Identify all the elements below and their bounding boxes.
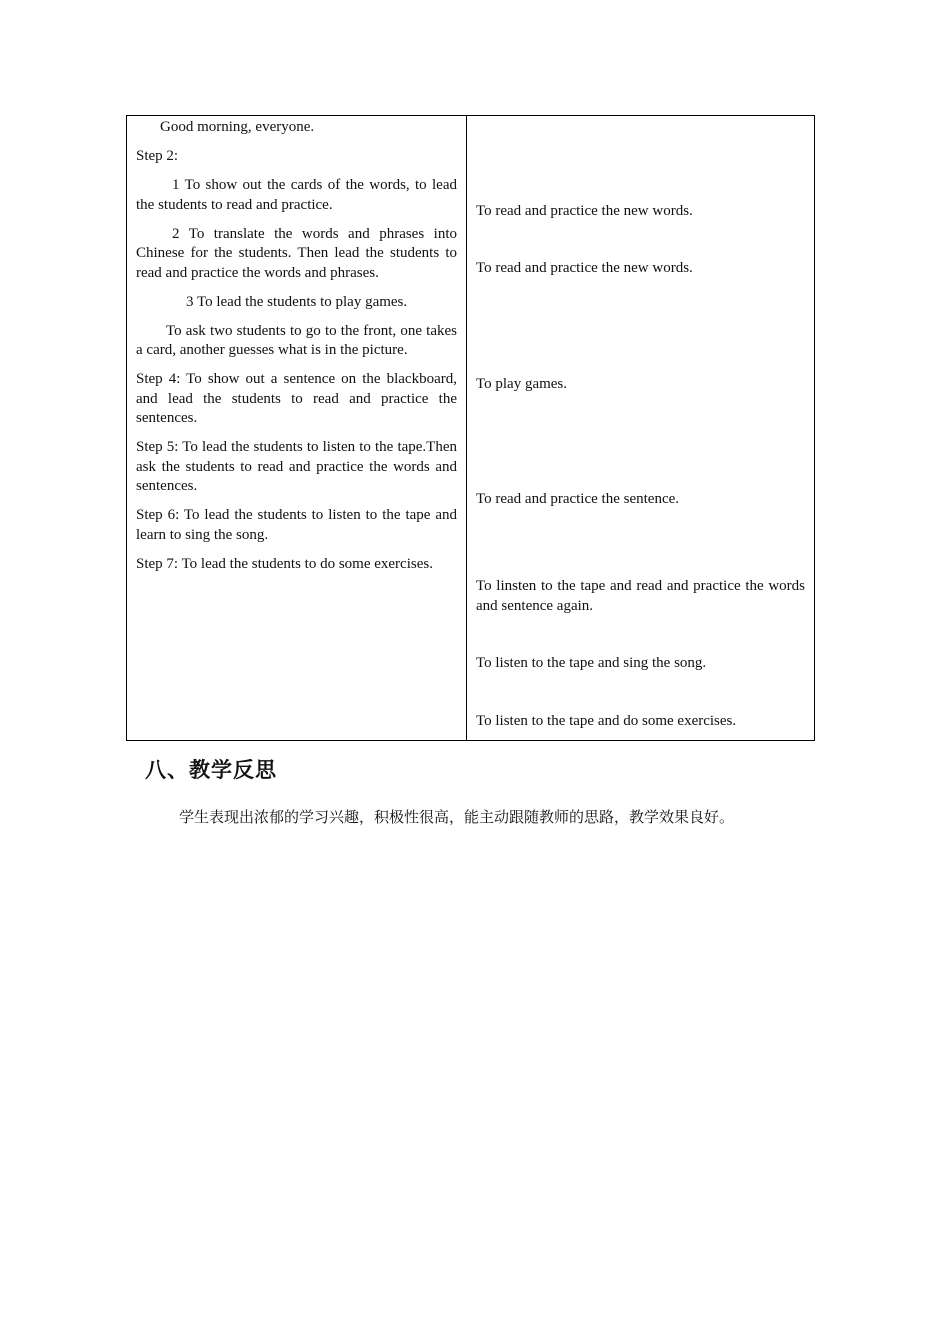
section-heading: 八、教学反思 [145,758,277,782]
student-activity-2: To read and practice the new words. [476,260,693,276]
step-2-label: Step 2: [136,148,179,164]
step-7-text: Step 7: To lead the students to do some exercises. [136,555,433,572]
step-2-item-3: 3 To lead the students to play games. [186,293,408,310]
lesson-steps-table [126,115,815,741]
step-2-item-1: 1 To show out the cards of the words, to lead the students to read and practice. [136,177,457,213]
teacher-activities-column [127,116,467,740]
step-6-text: Step 6: To lead the students to listen to the tape and learn to sing the song. [136,507,457,543]
student-activity-3: To play games. [476,376,568,392]
game-description: To ask two students to go to the front, one takes a card, another guesses what is in the picture. [136,322,457,358]
step-2-item-2: 2 To translate the words and phrases into Chinese for the students. Then lead the students to read and practice the words and phrases. [136,225,457,281]
step-4-text: Step 4: To show out a sentence on the blackboard, and lead the students to read and practice the sentences. [136,371,457,426]
student-activity-6: To listen to the tape and sing the song. [476,655,707,671]
student-activity-7: To listen to the tape and do some exercises. [476,713,737,729]
student-activity-4: To read and practice the sentence. [476,491,680,507]
student-activities-column [467,116,814,740]
student-activity-1: To read and practice the new words. [476,203,693,219]
student-activity-5: To linsten to the tape and read and practice the words and sentence again. [476,578,805,614]
reflection-paragraph: 学生表现出浓郁的学习兴趣，积极性很高，能主动跟随教师的思路，教学效果良好。 [179,808,735,826]
greeting-text: Good morning, everyone. [160,119,315,135]
step-5-text: Step 5: To lead the students to listen to the tape.Then ask the students to read and practice the words and sentences. [136,439,457,494]
